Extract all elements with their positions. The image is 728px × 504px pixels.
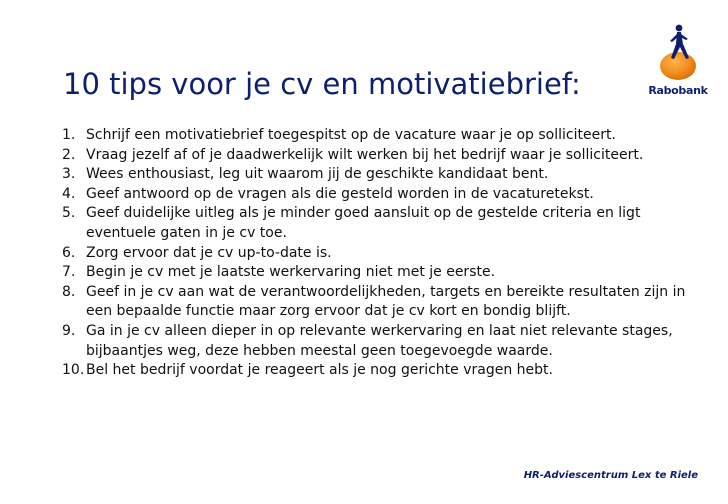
tip-number: 4.: [62, 185, 76, 202]
tip-number: 6.: [62, 244, 76, 261]
tip-text: Wees enthousiast, leg uit waarom jij de geschikte kandidaat bent.: [86, 166, 549, 183]
tip-item: [62, 361, 702, 381]
rabobank-logo: [648, 22, 708, 102]
rabobank-emblem-icon: [648, 22, 708, 84]
tip-number: 2.: [62, 146, 76, 163]
tip-text: Bel het bedrijf voordat je reageert als je nog gerichte vragen hebt.: [86, 362, 553, 379]
tip-number: 5.: [62, 205, 76, 222]
tip-text: Zorg ervoor dat je cv up-to-date is.: [86, 244, 332, 261]
tip-text: Geef antwoord op de vragen als die gesteld worden in de vacaturetekst.: [86, 185, 594, 202]
tip-item: [62, 204, 702, 243]
tip-number: 1.: [62, 127, 76, 143]
tip-item: [62, 283, 702, 322]
tip-number: 3.: [62, 166, 76, 183]
slide-title: 10 tips voor je cv en motivatiebrief:: [63, 67, 581, 101]
logo-text: Rabobank: [648, 84, 708, 97]
tip-text: Vraag jezelf af of je daadwerkelijk wilt werken bij het bedrijf waar je solliciteert.: [86, 146, 644, 163]
tip-item: [62, 126, 702, 146]
tip-number: 7.: [62, 264, 76, 281]
tip-text: Geef duidelijke uitleg als je minder goed aansluit op de gestelde criteria en ligt eventuele gaten in je cv toe.: [86, 205, 641, 241]
tip-item: [62, 322, 702, 361]
tip-text: Ga in je cv alleen dieper in op relevante werkervaring en laat niet relevante stages, bijbaantjes weg, deze hebben meestal geen toegevoegde waarde.: [86, 322, 673, 359]
tip-text: Begin je cv met je laatste werkervaring niet met je eerste.: [86, 264, 496, 281]
tip-number: 9.: [62, 322, 76, 339]
tip-item: [62, 146, 702, 166]
tip-item: [62, 263, 702, 283]
tip-item: [62, 165, 702, 185]
tip-item: [62, 185, 702, 205]
tip-item: [62, 244, 702, 264]
tip-text: Schrijf een motivatiebrief toegespitst op de vacature waar je op solliciteert.: [86, 127, 616, 143]
tip-text: Geef in je cv aan wat de verantwoordelijkheden, targets en bereikte resultaten zijn in een bepaalde functie maar zorg ervoor dat je cv kort en bondig blijft.: [86, 283, 686, 320]
tip-number: 8.: [62, 283, 76, 300]
tips-list: [62, 126, 702, 381]
footer-credit: HR-Adviescentrum Lex te Riele: [523, 470, 698, 481]
tip-number: 10.: [62, 362, 85, 379]
